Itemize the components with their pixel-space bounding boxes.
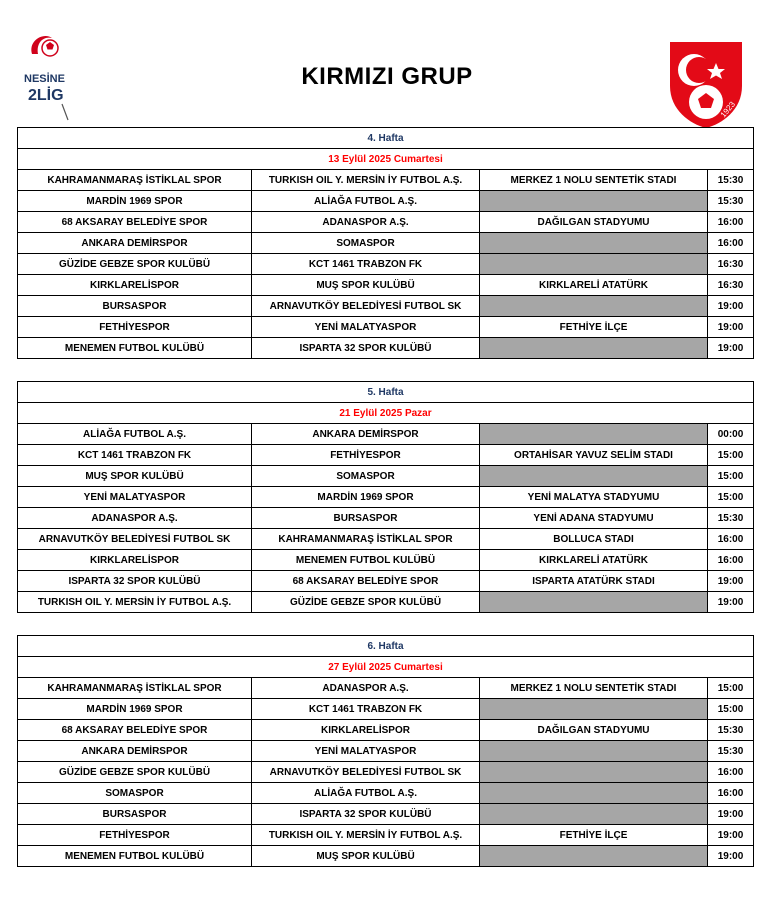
table-row (18, 592, 754, 613)
away-team: 68 AKSARAY BELEDİYE SPOR (252, 571, 480, 592)
stadium-empty (480, 338, 708, 359)
table-row (18, 317, 754, 338)
left-logo-line1: NESİNE (24, 73, 65, 85)
table-row (18, 804, 754, 825)
home-team: FETHİYESPOR (18, 825, 252, 846)
week-table (17, 381, 754, 613)
kickoff-time: 19:00 (708, 571, 754, 592)
kickoff-time: 15:00 (708, 678, 754, 699)
stadium: YENİ MALATYA STADYUMU (480, 487, 708, 508)
home-team: SOMASPOR (18, 783, 252, 804)
table-row (18, 741, 754, 762)
week-header-row (18, 636, 754, 657)
date-row (18, 657, 754, 678)
table-row (18, 254, 754, 275)
stadium: KIRKLARELİ ATATÜRK (480, 275, 708, 296)
away-team: KCT 1461 TRABZON FK (252, 699, 480, 720)
left-logo-line2: 2LİG (28, 87, 64, 104)
stadium: DAĞILGAN STADYUMU (480, 212, 708, 233)
away-team: ALİAĞA FUTBOL A.Ş. (252, 191, 480, 212)
home-team: BURSASPOR (18, 804, 252, 825)
kickoff-time: 15:30 (708, 191, 754, 212)
table-row (18, 424, 754, 445)
away-team: ANKARA DEMİRSPOR (252, 424, 480, 445)
week-label: 6. Hafta (18, 636, 754, 657)
kickoff-time: 19:00 (708, 317, 754, 338)
home-team: ALİAĞA FUTBOL A.Ş. (18, 424, 252, 445)
table-row (18, 783, 754, 804)
table-row (18, 550, 754, 571)
away-team: ISPARTA 32 SPOR KULÜBÜ (252, 804, 480, 825)
kickoff-time: 19:00 (708, 804, 754, 825)
home-team: GÜZİDE GEBZE SPOR KULÜBÜ (18, 762, 252, 783)
stadium: FETHİYE İLÇE (480, 825, 708, 846)
stadium-empty (480, 741, 708, 762)
home-team: MARDİN 1969 SPOR (18, 699, 252, 720)
away-team: TURKISH OIL Y. MERSİN İY FUTBOL A.Ş. (252, 825, 480, 846)
home-team: ADANASPOR A.Ş. (18, 508, 252, 529)
stadium: FETHİYE İLÇE (480, 317, 708, 338)
kickoff-time: 15:30 (708, 170, 754, 191)
kickoff-time: 15:00 (708, 487, 754, 508)
away-team: KIRKLARELİSPOR (252, 720, 480, 741)
home-team: ISPARTA 32 SPOR KULÜBÜ (18, 571, 252, 592)
home-team: MUŞ SPOR KULÜBÜ (18, 466, 252, 487)
week-label: 4. Hafta (18, 128, 754, 149)
stadium-empty (480, 804, 708, 825)
away-team: MUŞ SPOR KULÜBÜ (252, 275, 480, 296)
table-row (18, 762, 754, 783)
stadium: ISPARTA ATATÜRK STADI (480, 571, 708, 592)
table-row (18, 720, 754, 741)
kickoff-time: 19:00 (708, 846, 754, 867)
stadium-empty (480, 296, 708, 317)
table-row (18, 212, 754, 233)
stadium: BOLLUCA STADI (480, 529, 708, 550)
page-header (0, 0, 774, 125)
home-team: MARDİN 1969 SPOR (18, 191, 252, 212)
table-row (18, 508, 754, 529)
kickoff-time: 15:30 (708, 741, 754, 762)
match-date: 13 Eylül 2025 Cumartesi (18, 149, 754, 170)
stadium-empty (480, 424, 708, 445)
week-table (17, 635, 754, 867)
right-logo-year: 1923 (718, 99, 737, 120)
away-team: KAHRAMANMARAŞ İSTİKLAL SPOR (252, 529, 480, 550)
away-team: KCT 1461 TRABZON FK (252, 254, 480, 275)
table-row (18, 487, 754, 508)
table-row (18, 170, 754, 191)
stadium: YENİ ADANA STADYUMU (480, 508, 708, 529)
kickoff-time: 16:00 (708, 550, 754, 571)
kickoff-time: 15:30 (708, 508, 754, 529)
kickoff-time: 16:30 (708, 275, 754, 296)
home-team: ANKARA DEMİRSPOR (18, 741, 252, 762)
table-row (18, 571, 754, 592)
away-team: MARDİN 1969 SPOR (252, 487, 480, 508)
table-row (18, 529, 754, 550)
week-header-row (18, 128, 754, 149)
away-team: ARNAVUTKÖY BELEDİYESİ FUTBOL SK (252, 762, 480, 783)
stadium: KIRKLARELİ ATATÜRK (480, 550, 708, 571)
kickoff-time: 15:00 (708, 445, 754, 466)
home-team: FETHİYESPOR (18, 317, 252, 338)
table-row (18, 191, 754, 212)
kickoff-time: 00:00 (708, 424, 754, 445)
kickoff-time: 16:00 (708, 233, 754, 254)
table-row (18, 846, 754, 867)
week-table (17, 127, 754, 359)
kickoff-time: 19:00 (708, 338, 754, 359)
kickoff-time: 19:00 (708, 296, 754, 317)
stadium-empty (480, 783, 708, 804)
home-team: YENİ MALATYASPOR (18, 487, 252, 508)
away-team: ALİAĞA FUTBOL A.Ş. (252, 783, 480, 804)
table-row (18, 466, 754, 487)
stadium-empty (480, 466, 708, 487)
stadium-empty (480, 846, 708, 867)
table-row (18, 233, 754, 254)
table-row (18, 275, 754, 296)
home-team: MENEMEN FUTBOL KULÜBÜ (18, 338, 252, 359)
stadium: MERKEZ 1 NOLU SENTETİK STADI (480, 678, 708, 699)
away-team: MENEMEN FUTBOL KULÜBÜ (252, 550, 480, 571)
away-team: SOMASPOR (252, 466, 480, 487)
kickoff-time: 16:00 (708, 762, 754, 783)
stadium-empty (480, 191, 708, 212)
week-label: 5. Hafta (18, 382, 754, 403)
stadium-empty (480, 254, 708, 275)
away-team: FETHİYESPOR (252, 445, 480, 466)
kickoff-time: 15:00 (708, 466, 754, 487)
kickoff-time: 16:30 (708, 254, 754, 275)
away-team: MUŞ SPOR KULÜBÜ (252, 846, 480, 867)
stadium-empty (480, 233, 708, 254)
away-team: YENİ MALATYASPOR (252, 317, 480, 338)
table-row (18, 296, 754, 317)
page-title: KIRMIZI GRUP (301, 63, 473, 90)
home-team: ARNAVUTKÖY BELEDİYESİ FUTBOL SK (18, 529, 252, 550)
away-team: ARNAVUTKÖY BELEDİYESİ FUTBOL SK (252, 296, 480, 317)
home-team: TURKISH OIL Y. MERSİN İY FUTBOL A.Ş. (18, 592, 252, 613)
week-header-row (18, 382, 754, 403)
date-row (18, 403, 754, 424)
stadium: DAĞILGAN STADYUMU (480, 720, 708, 741)
kickoff-time: 16:00 (708, 783, 754, 804)
stadium: ORTAHİSAR YAVUZ SELİM STADI (480, 445, 708, 466)
away-team: TURKISH OIL Y. MERSİN İY FUTBOL A.Ş. (252, 170, 480, 191)
home-team: GÜZİDE GEBZE SPOR KULÜBÜ (18, 254, 252, 275)
away-team: BURSASPOR (252, 508, 480, 529)
away-team: ADANASPOR A.Ş. (252, 678, 480, 699)
stadium-empty (480, 592, 708, 613)
kickoff-time: 19:00 (708, 592, 754, 613)
away-team: SOMASPOR (252, 233, 480, 254)
table-row (18, 678, 754, 699)
away-team: ISPARTA 32 SPOR KULÜBÜ (252, 338, 480, 359)
home-team: KCT 1461 TRABZON FK (18, 445, 252, 466)
kickoff-time: 19:00 (708, 825, 754, 846)
home-team: KAHRAMANMARAŞ İSTİKLAL SPOR (18, 678, 252, 699)
tff-crest-icon (664, 36, 748, 130)
table-row (18, 699, 754, 720)
match-date: 21 Eylül 2025 Pazar (18, 403, 754, 424)
home-team: 68 AKSARAY BELEDİYE SPOR (18, 720, 252, 741)
home-team: 68 AKSARAY BELEDİYE SPOR (18, 212, 252, 233)
away-team: YENİ MALATYASPOR (252, 741, 480, 762)
table-row (18, 338, 754, 359)
stadium-empty (480, 699, 708, 720)
home-team: ANKARA DEMİRSPOR (18, 233, 252, 254)
match-date: 27 Eylül 2025 Cumartesi (18, 657, 754, 678)
home-team: KIRKLARELİSPOR (18, 550, 252, 571)
kickoff-time: 15:00 (708, 699, 754, 720)
stadium-empty (480, 762, 708, 783)
home-team: MENEMEN FUTBOL KULÜBÜ (18, 846, 252, 867)
home-team: KAHRAMANMARAŞ İSTİKLAL SPOR (18, 170, 252, 191)
date-row (18, 149, 754, 170)
kickoff-time: 16:00 (708, 529, 754, 550)
home-team: BURSASPOR (18, 296, 252, 317)
table-row (18, 445, 754, 466)
kickoff-time: 15:30 (708, 720, 754, 741)
home-team: KIRKLARELİSPOR (18, 275, 252, 296)
table-row (18, 825, 754, 846)
kickoff-time: 16:00 (708, 212, 754, 233)
stadium: MERKEZ 1 NOLU SENTETİK STADI (480, 170, 708, 191)
away-team: GÜZİDE GEBZE SPOR KULÜBÜ (252, 592, 480, 613)
away-team: ADANASPOR A.Ş. (252, 212, 480, 233)
